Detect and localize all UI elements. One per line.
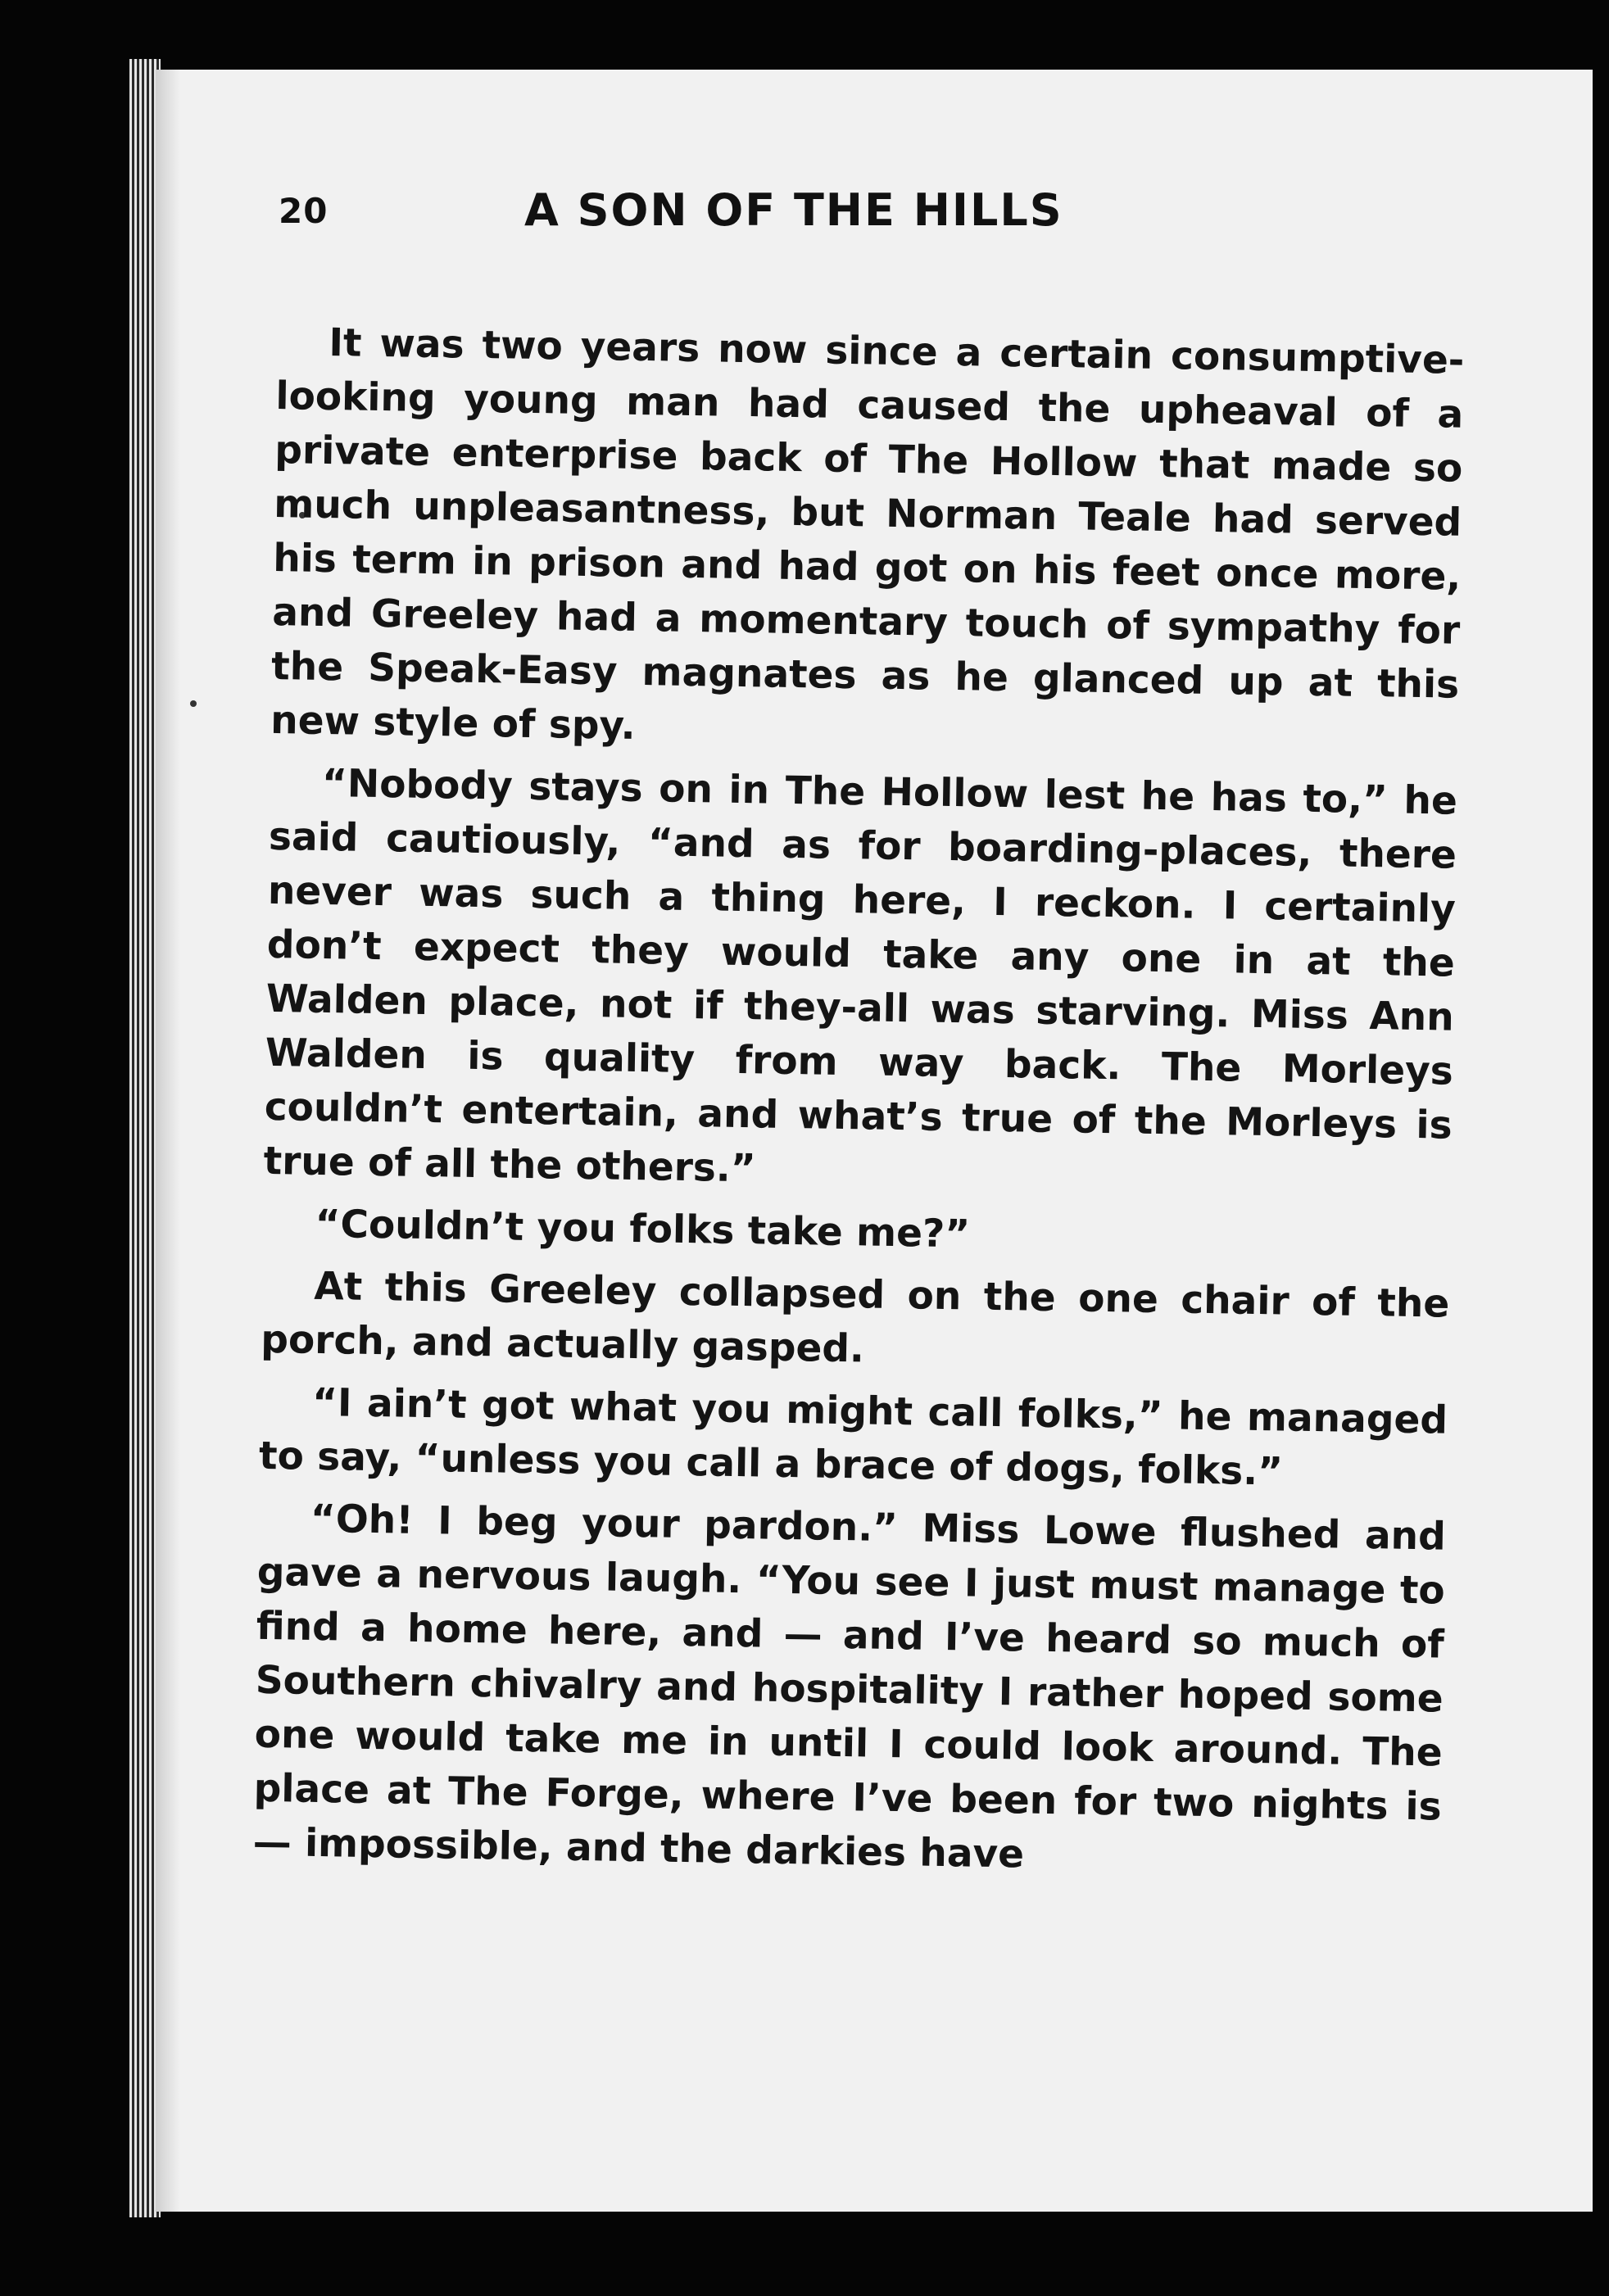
paragraph: “Oh! I beg your pardon.” Miss Lowe flushed and gave a nervous laugh. “You see I just must manage to find a home here, and — and I’ve heard so much of Southern chivalry and hospitality I rather hoped some one would take me in until I could look around. The place at The Forge, where I’ve been for two nights is — impossible, and the darkies have	[252, 1496, 1447, 1877]
paragraph: At this Greeley collapsed on the one chair of the porch, and actually gasped.	[260, 1263, 1450, 1372]
paragraph: It was two years now since a certain consumptive-looking young man had caused the upheaval of a private enterprise back of The Hollow that made so much unpleasantness, but Norman Teale had served his term in prison and had got on his feet once more, and Greeley had a momentary touch of sympathy for the Speak-Easy magnates as he glanced up at this new style of spy.	[270, 320, 1465, 749]
body-text	[252, 315, 1465, 1897]
page-number: 20	[279, 191, 329, 231]
paragraph: “Nobody stays on in The Hollow lest he has to,” he said cautiously, “and as for boarding-places, there never was such a thing here, I reckon. I certainly don’t expect they would take any one in at the Walden place, not if they-all was starving. Miss Ann Walden is quality from way back. The Morleys couldn’t entertain, and what’s true of the Morleys is true of all the others.”	[263, 760, 1458, 1192]
page-gutter-shadow	[156, 70, 180, 2212]
paragraph: “I ain’t got what you might call folks,” he managed to say, “unless you call a brace of dogs, folks.”	[258, 1379, 1448, 1495]
running-title: A SON OF THE HILLS	[524, 184, 1063, 236]
scan-speck	[190, 700, 197, 707]
running-head	[279, 176, 1237, 250]
paragraph: “Couldn’t you folks take me?”	[315, 1201, 971, 1257]
